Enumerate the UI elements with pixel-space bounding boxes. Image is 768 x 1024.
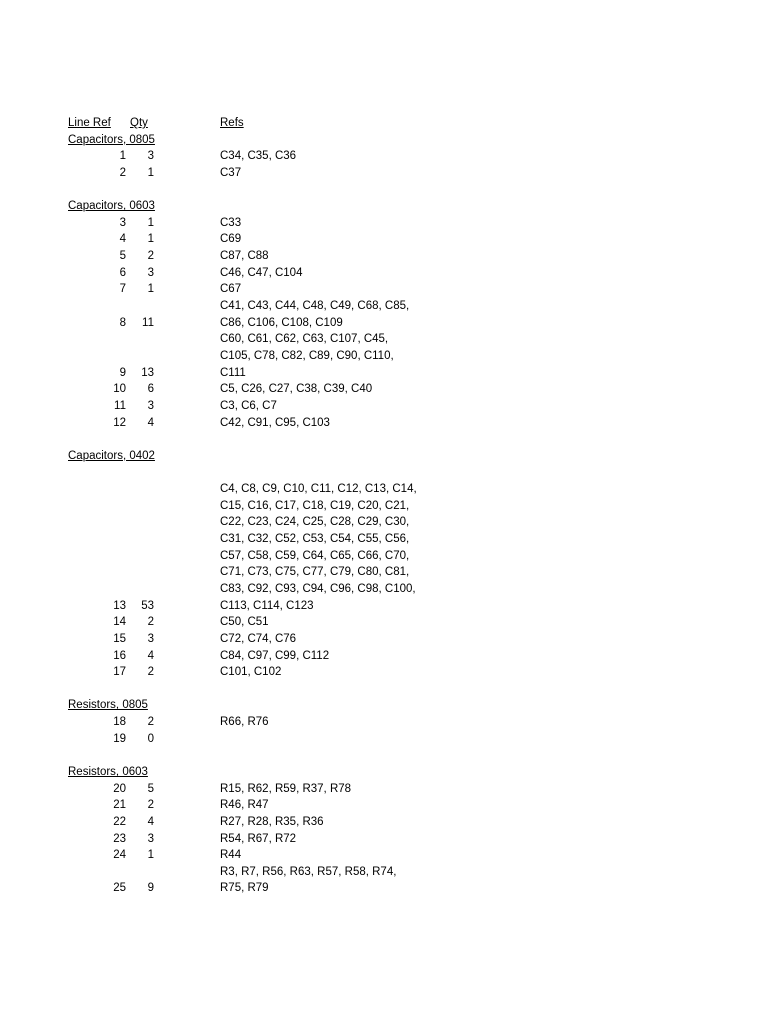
section-row	[0, 198, 768, 215]
blank-row	[0, 464, 768, 481]
refs-cell: C71, C73, C75, C77, C79, C80, C81,	[220, 566, 410, 579]
refs-cell: R44	[220, 849, 242, 862]
refs-cell: R75, R79	[220, 882, 269, 895]
blank-row	[0, 747, 768, 764]
refs-cell: C86, C106, C108, C109	[220, 316, 343, 329]
refs-cell: R46, R47	[220, 799, 269, 812]
refs-cell: R54, R67, R72	[220, 832, 297, 845]
refs-cell: C15, C16, C17, C18, C19, C20, C21,	[220, 499, 410, 512]
line-ref-cell: 24	[113, 849, 126, 862]
table-row	[0, 531, 768, 548]
section-row	[0, 764, 768, 781]
line-ref-header: Line Ref	[68, 117, 111, 129]
refs-cell: R66, R76	[220, 716, 269, 729]
qty-cell: 11	[142, 316, 154, 329]
table-row	[0, 348, 768, 365]
refs-cell: C101, C102	[220, 666, 282, 679]
table-row	[0, 564, 768, 581]
refs-cell: C111	[220, 366, 246, 379]
table-row	[0, 398, 768, 415]
table-row	[0, 148, 768, 165]
refs-cell: C87, C88	[220, 250, 269, 263]
qty-cell: 53	[141, 599, 154, 612]
refs-cell: C5, C26, C27, C38, C39, C40	[220, 383, 373, 396]
refs-cell: C4, C8, C9, C10, C11, C12, C13, C14,	[220, 483, 417, 496]
table-row	[0, 215, 768, 232]
line-ref-cell: 11	[114, 399, 126, 412]
table-row	[0, 548, 768, 565]
table-row	[0, 714, 768, 731]
table-row	[0, 381, 768, 398]
line-ref-cell: 19	[113, 732, 126, 745]
section-title: Resistors, 0805	[68, 699, 148, 712]
refs-cell: C67	[220, 283, 242, 296]
qty-cell: 3	[147, 266, 154, 279]
qty-cell: 2	[147, 250, 154, 263]
line-ref-cell: 9	[119, 366, 126, 379]
line-ref-cell: 15	[113, 632, 126, 645]
line-ref-cell: 8	[119, 316, 126, 329]
blank-row	[0, 182, 768, 199]
section-row	[0, 132, 768, 149]
line-ref-cell: 1	[119, 150, 126, 163]
line-ref-cell: 6	[119, 266, 126, 279]
qty-cell: 4	[147, 815, 154, 828]
line-ref-cell: 18	[113, 716, 126, 729]
line-ref-cell: 10	[113, 383, 126, 396]
line-ref-cell: 23	[113, 832, 126, 845]
section-title: Capacitors, 0603	[68, 200, 155, 213]
qty-cell: 1	[147, 283, 154, 296]
qty-cell: 2	[147, 616, 154, 629]
section-title: Capacitors, 0805	[68, 133, 155, 146]
table-row	[0, 514, 768, 531]
table-row	[0, 814, 768, 831]
line-ref-cell: 3	[119, 216, 126, 229]
qty-cell: 4	[147, 416, 154, 429]
table-row	[0, 265, 768, 282]
refs-cell: C3, C6, C7	[220, 399, 277, 412]
qty-cell: 5	[147, 782, 154, 795]
line-ref-cell: 4	[119, 233, 126, 246]
qty-cell: 3	[147, 150, 154, 163]
refs-cell: C41, C43, C44, C48, C49, C68, C85,	[220, 300, 410, 313]
section-row	[0, 697, 768, 714]
table-row	[0, 498, 768, 515]
table-row	[0, 731, 768, 748]
line-ref-cell: 17	[113, 666, 126, 679]
table-row	[0, 864, 768, 881]
table-row	[0, 281, 768, 298]
refs-header: Refs	[220, 117, 244, 129]
table-row	[0, 298, 768, 315]
refs-cell: C105, C78, C82, C89, C90, C110,	[220, 349, 394, 362]
qty-cell: 1	[147, 216, 154, 229]
line-ref-cell: 14	[113, 616, 126, 629]
qty-cell: 6	[147, 383, 154, 396]
refs-cell: R3, R7, R56, R63, R57, R58, R74,	[220, 865, 397, 878]
table-row	[0, 315, 768, 332]
line-ref-cell: 16	[113, 649, 126, 662]
table-row	[0, 631, 768, 648]
qty-cell: 1	[147, 233, 154, 246]
blank-row	[0, 681, 768, 698]
table-row	[0, 797, 768, 814]
table-row	[0, 331, 768, 348]
refs-cell: C34, C35, C36	[220, 150, 297, 163]
qty-cell: 1	[147, 849, 154, 862]
table-row	[0, 415, 768, 432]
section-title: Resistors, 0603	[68, 765, 148, 778]
table-row	[0, 581, 768, 598]
bom-sheet	[0, 115, 768, 897]
refs-cell: C69	[220, 233, 242, 246]
line-ref-cell: 20	[113, 782, 126, 795]
table-row	[0, 365, 768, 382]
column-header-row	[0, 115, 768, 132]
table-row	[0, 880, 768, 897]
line-ref-cell: 12	[113, 416, 126, 429]
qty-cell: 2	[147, 716, 154, 729]
table-row	[0, 481, 768, 498]
table-row	[0, 831, 768, 848]
qty-cell: 4	[147, 649, 154, 662]
refs-cell: C60, C61, C62, C63, C107, C45,	[220, 333, 389, 346]
qty-header: Qty	[130, 117, 148, 129]
refs-cell: C31, C32, C52, C53, C54, C55, C56,	[220, 533, 410, 546]
table-row	[0, 598, 768, 615]
refs-cell: C33	[220, 216, 242, 229]
refs-cell: R27, R28, R35, R36	[220, 815, 324, 828]
table-row	[0, 248, 768, 265]
line-ref-cell: 21	[113, 799, 126, 812]
qty-cell: 13	[141, 366, 154, 379]
qty-cell: 0	[147, 732, 154, 745]
refs-cell: R15, R62, R59, R37, R78	[220, 782, 352, 795]
table-row	[0, 664, 768, 681]
qty-cell: 2	[147, 799, 154, 812]
qty-cell: 3	[147, 832, 154, 845]
refs-cell: C42, C91, C95, C103	[220, 416, 330, 429]
line-ref-cell: 22	[113, 815, 126, 828]
table-row	[0, 648, 768, 665]
refs-cell: C37	[220, 166, 242, 179]
refs-cell: C57, C58, C59, C64, C65, C66, C70,	[220, 549, 410, 562]
table-row	[0, 165, 768, 182]
section-row	[0, 448, 768, 465]
table-row	[0, 614, 768, 631]
line-ref-cell: 5	[119, 250, 126, 263]
table-row	[0, 847, 768, 864]
line-ref-cell: 25	[113, 882, 126, 895]
table-row	[0, 231, 768, 248]
table-row	[0, 781, 768, 798]
qty-cell: 9	[147, 882, 154, 895]
refs-cell: C113, C114, C123	[220, 599, 314, 612]
refs-cell: C46, C47, C104	[220, 266, 303, 279]
qty-cell: 2	[147, 666, 154, 679]
refs-cell: C72, C74, C76	[220, 632, 297, 645]
refs-cell: C83, C92, C93, C94, C96, C98, C100,	[220, 582, 416, 595]
refs-cell: C84, C97, C99, C112	[220, 649, 330, 662]
qty-cell: 1	[147, 166, 154, 179]
qty-cell: 3	[147, 399, 154, 412]
line-ref-cell: 2	[119, 166, 126, 179]
refs-cell: C22, C23, C24, C25, C28, C29, C30,	[220, 516, 410, 529]
qty-cell: 3	[147, 632, 154, 645]
blank-row	[0, 431, 768, 448]
refs-cell: C50, C51	[220, 616, 269, 629]
section-title: Capacitors, 0402	[68, 449, 155, 462]
line-ref-cell: 13	[113, 599, 126, 612]
line-ref-cell: 7	[119, 283, 126, 296]
